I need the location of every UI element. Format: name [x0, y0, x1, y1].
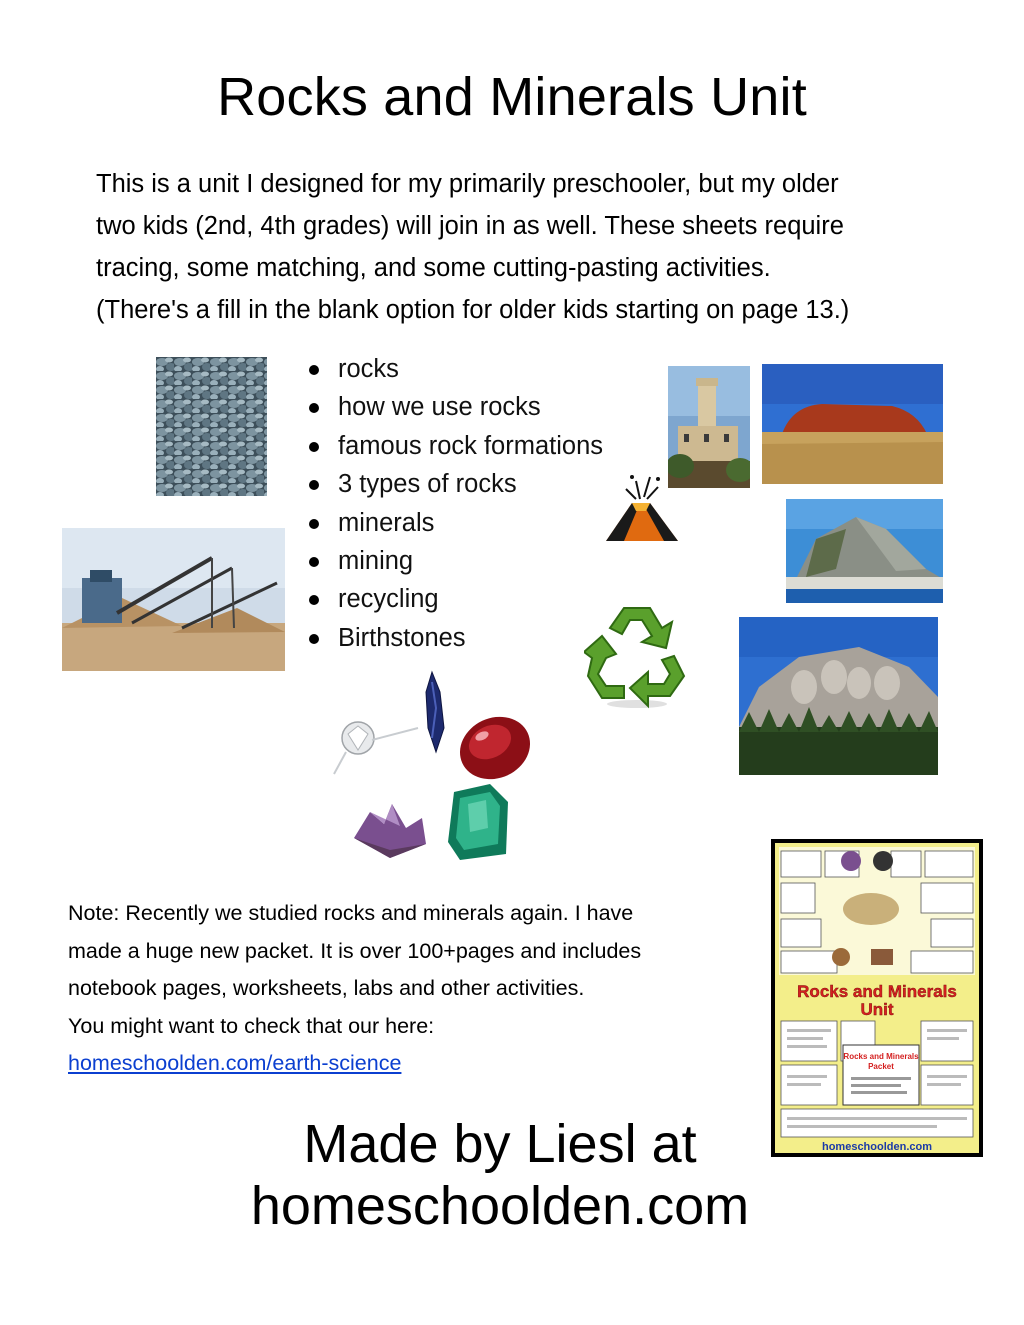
- volcano-icon: [602, 471, 682, 543]
- note-line: made a huge new packet. It is over 100+pages and includes: [68, 938, 642, 963]
- packet-cover-packet-label: Packet: [868, 1062, 894, 1071]
- topic-item: famous rock formations: [306, 427, 603, 465]
- rushmore-photo: [739, 617, 938, 775]
- topic-item: rocks: [306, 350, 603, 388]
- topic-item: how we use rocks: [306, 388, 603, 426]
- update-note: [68, 895, 748, 1083]
- packet-cover-packet-title: Rocks and Minerals: [843, 1052, 919, 1061]
- packet-cover-title-unit: Unit: [860, 1000, 894, 1019]
- gibraltar-photo: [786, 499, 943, 603]
- recycle-icon: [584, 596, 690, 710]
- castle-photo: [668, 366, 750, 488]
- note-line: Note: Recently we studied rocks and minerals again. I have: [68, 901, 634, 925]
- intro-line: two kids (2nd, 4th grades) will join in as well. These sheets require: [96, 212, 844, 240]
- note-line: You might want to check that our here:: [68, 1013, 435, 1038]
- mining-photo: [62, 528, 285, 671]
- intro-paragraph: [96, 163, 946, 331]
- credit-site: homeschoolden.com: [250, 1176, 750, 1236]
- intro-line: This is a unit I designed for my primarily preschooler, but my older: [96, 170, 839, 198]
- topic-list: [306, 350, 603, 657]
- packet-cover-footer: homeschoolden.com: [821, 1141, 933, 1153]
- packet-cover-title: Rocks and Minerals: [797, 982, 957, 1001]
- topic-item: 3 types of rocks: [306, 465, 603, 503]
- birthstones-image: [330, 668, 560, 868]
- packet-cover-image[interactable]: [771, 839, 983, 1157]
- page-title: Rocks and Minerals Unit: [217, 67, 807, 127]
- topic-item: minerals: [306, 504, 603, 542]
- uluru-photo: [762, 364, 943, 484]
- packet-cover-graphic: [771, 839, 983, 1157]
- intro-line: tracing, some matching, and some cutting-pasting activities.: [96, 254, 771, 282]
- note-line: notebook pages, worksheets, labs and other activities.: [68, 976, 585, 1000]
- pebbles-photo: [156, 357, 267, 496]
- topic-item: mining: [306, 542, 603, 580]
- earth-science-link[interactable]: homeschoolden.com/earth-science: [68, 1051, 402, 1075]
- topic-item: recycling: [306, 580, 603, 618]
- credit-line: Made by Liesl at: [303, 1114, 697, 1174]
- intro-line: (There's a fill in the blank option for older kids starting on page 13.): [96, 296, 850, 324]
- topic-item: Birthstones: [306, 619, 603, 657]
- credit-text: [200, 1113, 800, 1237]
